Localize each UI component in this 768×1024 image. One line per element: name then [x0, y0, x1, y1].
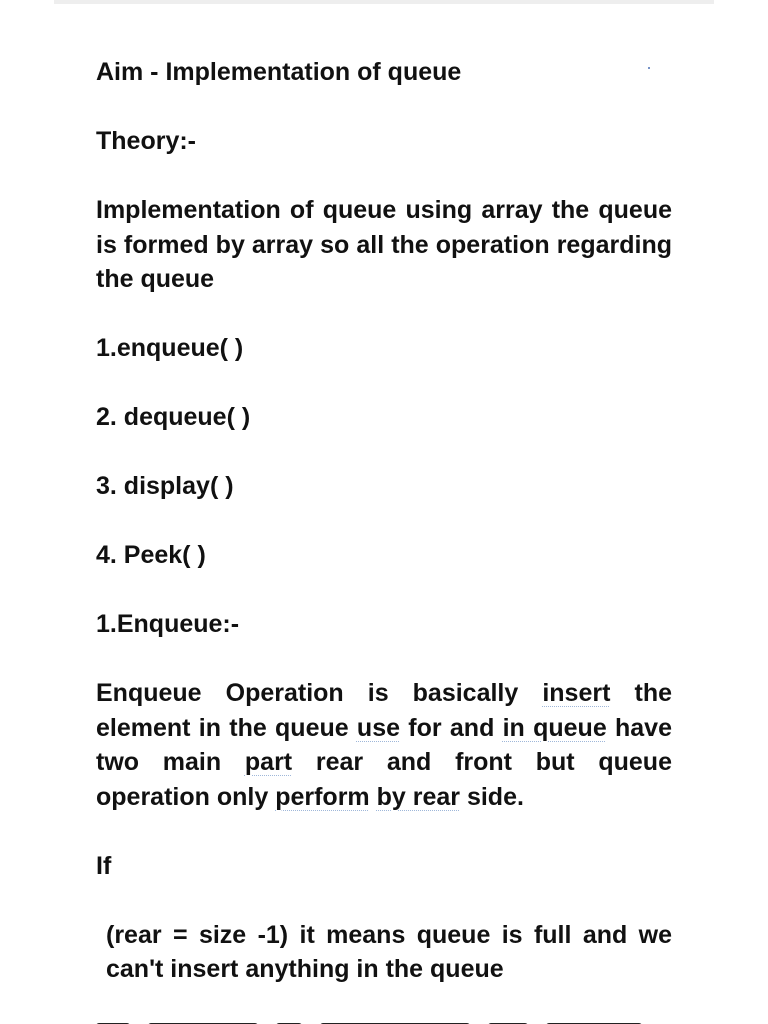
text-run: have two main — [96, 713, 672, 776]
top-edge-bar — [54, 0, 714, 4]
enqueue-heading: 1.Enqueue:- — [96, 610, 240, 638]
underlined-word-part: part — [244, 748, 293, 776]
underlined-word-perform: perform — [275, 782, 370, 811]
cut-off-next-line — [96, 1018, 672, 1024]
underlined-word-by-rear: by rear — [376, 782, 460, 811]
intro-paragraph: Implementation of queue using array the queue is formed by array so all the operation regarding the queue — [96, 196, 672, 293]
text-run — [370, 783, 377, 811]
theory-heading: Theory:- — [96, 127, 196, 155]
operation-item: 2. dequeue( ) — [96, 403, 251, 431]
condition-paragraph: (rear = size -1) it means queue is full and we can't insert anything in the queue — [106, 920, 672, 983]
underlined-word-use: use — [356, 713, 401, 742]
aim-line: Aim - Implementation of queue — [96, 58, 462, 86]
text-run: Enqueue Operation is basically — [96, 679, 543, 707]
enqueue-paragraph — [96, 676, 672, 814]
text-run: side. — [460, 782, 524, 811]
if-label: If — [96, 851, 112, 880]
text-run: the element in the queue — [96, 679, 672, 742]
operation-item: 3. display( ) — [96, 472, 234, 500]
underlined-word-in-queue: in queue — [502, 713, 607, 742]
operation-item: 4. Peek( ) — [96, 541, 206, 569]
text-run: rear and front but queue operation only — [96, 748, 672, 811]
document-page — [96, 55, 672, 1021]
text-run: for and — [400, 713, 503, 742]
operation-item: 1.enqueue( ) — [96, 334, 244, 362]
underlined-word-insert: insert — [542, 679, 611, 707]
